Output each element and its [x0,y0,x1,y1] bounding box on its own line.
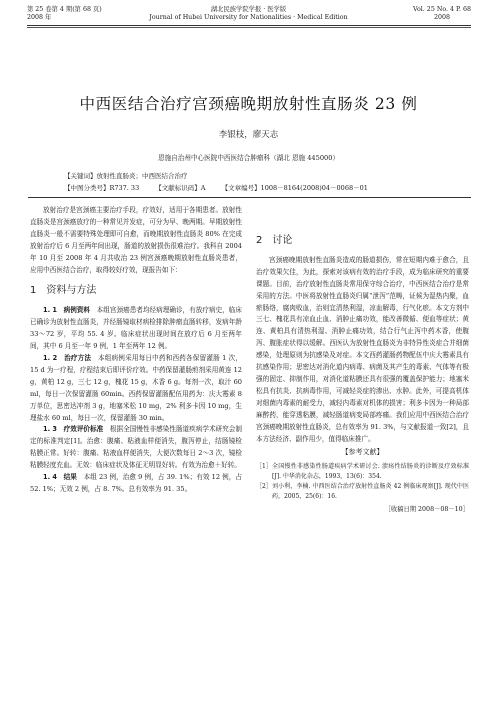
keywords: 【关键词】放射性直肠炎；中西医结合治疗 [64,172,188,180]
header-rule-thin [27,27,471,28]
left-column [30,205,242,496]
right-column [256,205,469,516]
volume-line: Vol. 25 No. 4 P. 68 [413,6,471,13]
subsection-text: 根据全国慢性非感染性肠道疾病学术研究会制定的标准判定[1]。治愈：腹痛、粘液血样便消失，腹泻停止，结肠镜检粘膜正常。好转：腹痛、粘液血样便消失，大便次数每日 2～3 次，镜检粘膜轻度充血。无效：临床症状及体征无明显好转。有效为治愈＋好转。 [30,425,243,470]
discussion-paragraph: 宫颈癌晚期放射性直肠炎造成的肠道损伤，常在短期内难于愈合，且治疗效果欠佳，为此，探索对该病有效的治疗手段，成为临床研究的重要课题。目前，治疗放射性直肠炎常用保守综合治疗，中西医结合治疗是常采用的方法。中医将放射性直肠炎归属“泄泻”范畴，证候为湿热内聚，血瘀肠络，腐肉败血，治则宜清热利湿，凉血解毒，行气化瘀。本文方剂中三七、槐花具有凉血止血、消肿止痛功效，能改善微循、便血等症状；黄连、黄柏具有清热利湿、消肿止痛功效，结合行气止泻中药木香，使腹泻、腹胀症状得以缓解。西医认为放射性直肠炎为非特异性炎症合并细菌感染，处理原则为抗感染及对症。本文西药灌肠药物配伍中庆大霉素具有抗感染作用；思密达对消化道内病毒、病菌及其产生的毒素、气体等有极强的固定、抑制作用，对消化道粘膜还具有很强的覆盖保护能力；地塞米松具有抗炎、抗病毒作用，可减轻炎症的渗出、水肿。此外，可提高机体对细菌内毒素的耐受力，减轻内毒素对机体的损害；利多卡因为一种局部麻醉药，能穿透粘膜，减轻肠道病变局部疼痛。我们应用中西医结合治疗宫颈癌晚期放射性直肠炎，总有效率为 91. 3%，与文献报道一致[2]，且本方法经济、副作用少，值得临床推广。 [256,255,469,443]
subsection-label: 1. 1 病例资料 [43,306,91,315]
header-rule-thick [27,25,471,26]
subsection-label: 1. 2 治疗方法 [43,353,92,362]
year-line: 2008 年 [27,14,52,21]
section-1-2 [30,353,242,424]
intro-paragraph: 放射治疗是宫颈癌主要治疗手段，疗效好，适用于各期患者。放射性直肠炎是宫颈癌放疗的一种常见并发症，可分为早、晚两期。早期放射性直肠炎一般不需要特殊处理即可自愈，而晚期放射性直肠炎 80% 在完成放射治疗后 6 月至两年间出现，肠道的放射损伤很难治疗。我科自 2004 年 10 月至 2008 年 4 月共收治 23 例宫颈癌晚期放射性直肠炎患者，应用中西医结合治疗，取得较好疗效，现报告如下： [30,206,242,274]
reference-number: ［1］ [256,463,272,471]
article-number: 【文章编号】1008－8164(2008)04－0068－01 [221,184,368,192]
section-1-3 [30,424,242,472]
reference-item [256,482,469,502]
reference-text: 全国慢性非感染性肠道疾病学术研讨会. 溃疡性结肠炎的诊断及疗效标准[J]. 中华消化杂志，1993，13(6)：354. [272,463,469,481]
received-date: ［收稿日期 2008－08－10］ [384,506,469,514]
journal-name-cn: 湖北民族学院学报 · 医学版 [210,6,287,13]
article-title: 中西医结合治疗宫颈癌晚期放射性直肠炎 23 例 [79,95,418,113]
subsection-label: 1. 4 结果 [43,473,77,482]
class-number: 【中图分类号】R737. 33 [64,184,140,192]
volume-year: 2008 [434,14,451,21]
reference-number: ［2］ [256,483,272,491]
journal-name-en: Journal of Hubei University for Nationalities · Medical Edition [149,14,348,21]
subsection-text: 本组 23 例，治愈 9 例，占 39. 1%；有效 12 例，占 52. 1%；无效 2 例，占 8. 7%。总有效率为 91. 35。 [30,473,242,493]
issue-line: 第 25 卷第 4 期(第 68 页) [27,6,102,13]
meta-divider [28,197,471,198]
article-authors: 李银枝，廖天志 [218,130,279,140]
references-heading: 【参考文献】 [341,448,384,457]
section-heading-discussion: 2 讨论 [256,235,293,246]
author-affiliation: 恩施自治州中心医院中西医结合肿瘤科（湖北 恩施 445000） [157,154,340,162]
subsection-label: 1. 3 疗效评价标准 [43,425,104,434]
subsection-text: 本组病例采用每日中药和西药各保留灌肠 1 次，15 d 为一疗程，疗程结束后即评价疗效。中药保留灌肠煎剂采用黄连 12 g，黄柏 12 g，三七 12 g，槐花 15 g，木香 6 g。每剂一次，取汁 60 ml，每日一次保留灌肠 60min。西药保留灌肠配伍用药为：庆大霉素 8 万单位，思密达冲剂 3 g，地塞米松 10 mg，2% 利多卡因 10 mg，生理盐水 60 ml，每日一次，保留灌肠 30 min。 [30,353,243,422]
reference-item [256,462,469,482]
classification-line [64,183,382,192]
reference-text: 刘小利，李楠. 中西医结合治疗放射性直肠炎 42 例临床观察[J]. 现代中医药，2005，25(6)：16. [272,483,469,501]
section-1-1 [30,305,242,353]
volume-info [413,6,471,22]
section-heading-materials: 1 资料与方法 [30,285,97,297]
section-1-4 [30,472,242,496]
subsection-text: 本组宫颈癌患者均经病理确诊，有放疗病史，临床已确诊为放射性直肠炎，并经肠镜取材病检排除肿瘤直肠转移，发病年龄 33～72 岁，平均 55. 4 岁。临床症状出现时间在放疗后 6 月至两年间，其中 6 月至一年 9 例，1 年至两年 12 例。 [30,306,243,351]
document-code: 【文献标识码】A [155,184,206,192]
